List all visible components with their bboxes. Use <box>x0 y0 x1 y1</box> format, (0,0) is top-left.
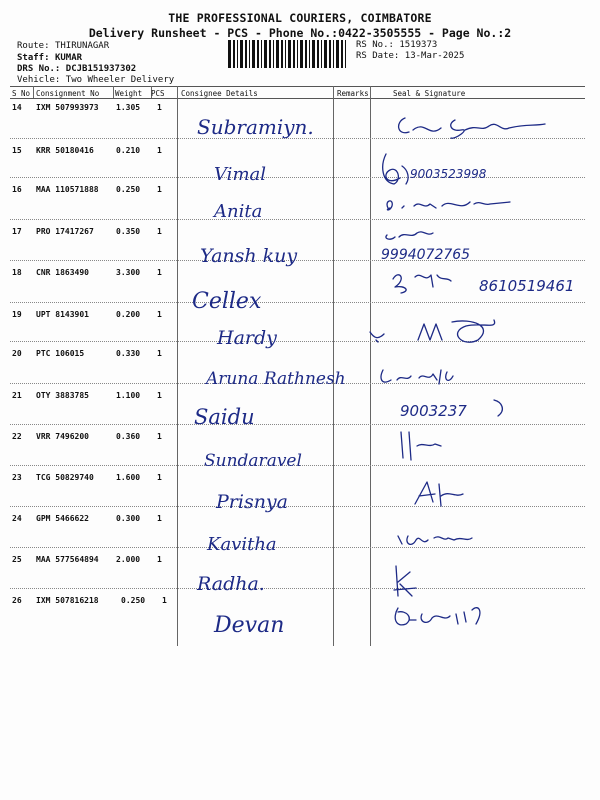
barcode-bar <box>312 40 315 68</box>
row-consignment-no: MAA 577564894 <box>36 555 99 564</box>
barcode-bar <box>237 40 238 68</box>
seal-phone-number: 9994072765 <box>381 247 471 263</box>
rs-no-line <box>356 40 437 50</box>
col-header-pcs: PCS <box>151 89 165 98</box>
consignee-name: Yansh kuy <box>200 245 298 267</box>
barcode-bar <box>288 40 291 68</box>
col-header-remarks: Remarks <box>337 89 369 98</box>
row-pcs: 1 <box>157 514 162 523</box>
row-pcs: 1 <box>157 103 162 112</box>
consignee-name: Devan <box>214 613 285 638</box>
seal-phone-number: 9003523998 <box>410 167 487 181</box>
row-sno: 14 <box>12 103 22 112</box>
drs-value: DCJB151937302 <box>65 64 137 74</box>
row-pcs: 1 <box>157 146 162 155</box>
rs-no-value: 1519373 <box>399 40 438 50</box>
col-header-weight: Weight <box>115 89 143 98</box>
consignee-name: Saidu <box>194 405 255 429</box>
row-consignment-no: OTY 3883785 <box>36 391 89 400</box>
row-sno: 15 <box>12 146 22 155</box>
row-pcs: 1 <box>162 596 167 605</box>
barcode-bar <box>309 40 310 68</box>
vehicle-line <box>17 75 174 85</box>
row-consignment-no: CNR 1863490 <box>36 268 89 277</box>
barcode-bar <box>240 40 243 68</box>
row-consignment-no: KRR 50180416 <box>36 146 94 155</box>
route-value: THIRUNAGAR <box>54 41 110 51</box>
seal-phone-number: 8610519461 <box>479 277 575 295</box>
signature-consignee <box>190 284 310 316</box>
barcode-bar <box>321 40 322 68</box>
row-weight: 0.200 <box>116 310 141 319</box>
row-pcs: 1 <box>157 268 162 277</box>
row-consignment-no: GPM 5466622 <box>36 514 89 523</box>
consignee-name: Kavitha <box>207 534 277 555</box>
signature-consignee <box>212 606 322 640</box>
row-weight: 0.300 <box>116 514 141 523</box>
row-consignment-no: UPT 8143901 <box>36 310 89 319</box>
barcode-bar <box>252 40 255 68</box>
barcode-bar <box>305 40 307 68</box>
drs-line <box>17 63 136 75</box>
signature-consignee <box>212 158 292 188</box>
row-sno: 26 <box>12 596 22 605</box>
barcode-bar <box>345 40 346 68</box>
runsheet-subtitle: Delivery Runsheet - PCS - Phone No.:0422-3505555 - Page No.:2 <box>88 26 512 40</box>
barcode-bar <box>297 40 298 68</box>
row-pcs: 1 <box>157 227 162 236</box>
vehicle-label: Vehicle: <box>17 75 61 85</box>
consignee-name: Subramiyn. <box>197 115 314 139</box>
row-consignment-no: MAA 110571888 <box>36 185 99 194</box>
row-sno: 19 <box>12 310 22 319</box>
barcode-bar <box>336 40 339 68</box>
row-pcs: 1 <box>157 185 162 194</box>
signature-seal <box>405 476 475 510</box>
row-sno: 24 <box>12 514 22 523</box>
barcode-bar <box>276 40 279 68</box>
signature-consignee <box>212 195 292 225</box>
barcode-bar <box>285 40 286 68</box>
rs-no-label: RS No.: <box>356 40 394 50</box>
signature-consignee <box>204 362 354 392</box>
consignee-name: Vimal <box>214 164 266 185</box>
table-top-rule <box>10 86 585 87</box>
barcode-bar <box>233 40 235 68</box>
row-weight: 3.300 <box>116 268 141 277</box>
col-divider <box>113 86 114 98</box>
route-label: Route: <box>17 41 50 51</box>
barcode-bar <box>245 40 247 68</box>
col-divider <box>370 86 371 646</box>
row-weight: 0.350 <box>116 227 141 236</box>
consignee-name: Prisnya <box>216 491 288 513</box>
consignee-name: Hardy <box>217 327 277 349</box>
barcode-bar <box>300 40 303 68</box>
barcode-bar <box>329 40 331 68</box>
signature-seal <box>372 148 542 192</box>
row-weight: 1.100 <box>116 391 141 400</box>
barcode-bar <box>261 40 262 68</box>
signature-consignee <box>205 528 305 558</box>
col-header-consignment: Consignment No <box>36 89 100 98</box>
col-divider <box>177 86 178 646</box>
row-pcs: 1 <box>157 310 162 319</box>
signature-seal <box>375 360 495 390</box>
row-pcs: 1 <box>157 432 162 441</box>
row-sno: 17 <box>12 227 22 236</box>
row-separator <box>10 588 585 589</box>
row-consignment-no: PTC 106015 <box>36 349 85 358</box>
row-weight: 0.250 <box>116 185 141 194</box>
row-weight: 0.250 <box>121 596 146 605</box>
row-weight: 0.210 <box>116 146 141 155</box>
barcode-bar <box>269 40 271 68</box>
col-header-seal: Seal & Signature <box>393 89 466 98</box>
consignee-name: Sundaravel <box>204 451 302 471</box>
row-consignment-no: IXM 507816218 <box>36 596 99 605</box>
consignee-name: Aruna Rathnesh <box>206 369 346 389</box>
barcode-bar <box>257 40 259 68</box>
barcode-bar <box>333 40 334 68</box>
barcode-bar <box>273 40 274 68</box>
col-divider <box>33 86 34 98</box>
row-pcs: 1 <box>157 349 162 358</box>
row-sno: 20 <box>12 349 22 358</box>
row-pcs: 1 <box>157 555 162 564</box>
barcode-bar <box>341 40 343 68</box>
barcode-bar <box>293 40 295 68</box>
consignee-name: Radha. <box>197 573 265 595</box>
row-weight: 0.330 <box>116 349 141 358</box>
row-pcs: 1 <box>157 391 162 400</box>
barcode-bar <box>228 40 231 68</box>
row-weight: 1.600 <box>116 473 141 482</box>
signature-consignee <box>214 484 324 516</box>
rs-date-line <box>356 51 464 61</box>
col-header-sno: S No <box>12 89 31 98</box>
signature-seal <box>385 265 585 301</box>
signature-consignee <box>215 320 295 352</box>
signature-seal <box>398 392 518 424</box>
row-sno: 25 <box>12 555 22 564</box>
signature-seal <box>388 562 428 602</box>
row-consignment-no: TCG 50829740 <box>36 473 94 482</box>
col-header-consignee: Consignee Details <box>181 89 258 98</box>
rs-date-value: 13-Mar-2025 <box>404 51 465 61</box>
signature-seal <box>385 110 565 144</box>
vehicle-value: Two Wheeler Delivery <box>65 75 175 85</box>
row-separator <box>10 424 585 425</box>
barcode-bar <box>264 40 267 68</box>
drs-label: DRS No.: <box>17 64 61 74</box>
table-header-rule <box>10 98 585 99</box>
signature-consignee <box>192 400 282 432</box>
row-consignment-no: PRO 17417267 <box>36 227 94 236</box>
consignee-name: Cellex <box>192 289 262 314</box>
row-sno: 21 <box>12 391 22 400</box>
signature-consignee <box>198 240 328 272</box>
signature-consignee <box>202 444 332 474</box>
row-sno: 22 <box>12 432 22 441</box>
row-weight: 0.360 <box>116 432 141 441</box>
staff-value: KUMAR <box>54 53 83 63</box>
barcode <box>227 40 349 68</box>
signature-seal <box>388 600 498 634</box>
signature-seal <box>395 428 465 464</box>
signature-seal <box>392 526 482 552</box>
barcode-bar <box>317 40 319 68</box>
consignee-name: Anita <box>214 201 263 222</box>
signature-seal <box>380 192 530 218</box>
row-consignment-no: IXM 507993973 <box>36 103 99 112</box>
seal-phone-number: 9003237 <box>400 402 467 420</box>
row-sno: 16 <box>12 185 22 194</box>
company-title: THE PROFESSIONAL COURIERS, COIMBATORE <box>168 11 432 25</box>
row-pcs: 1 <box>157 473 162 482</box>
rs-date-label: RS Date: <box>356 51 400 61</box>
row-sno: 18 <box>12 268 22 277</box>
barcode-bar <box>324 40 327 68</box>
route-line <box>17 40 109 52</box>
row-sno: 23 <box>12 473 22 482</box>
row-separator <box>10 219 585 220</box>
row-weight: 2.000 <box>116 555 141 564</box>
signature-consignee <box>195 568 285 598</box>
staff-label: Staff: <box>17 53 50 63</box>
barcode-bar <box>249 40 250 68</box>
row-weight: 1.305 <box>116 103 141 112</box>
barcode-bar <box>281 40 283 68</box>
row-consignment-no: VRR 7496200 <box>36 432 89 441</box>
signature-consignee <box>195 112 355 142</box>
signature-seal <box>362 312 512 348</box>
signature-seal <box>375 225 525 265</box>
